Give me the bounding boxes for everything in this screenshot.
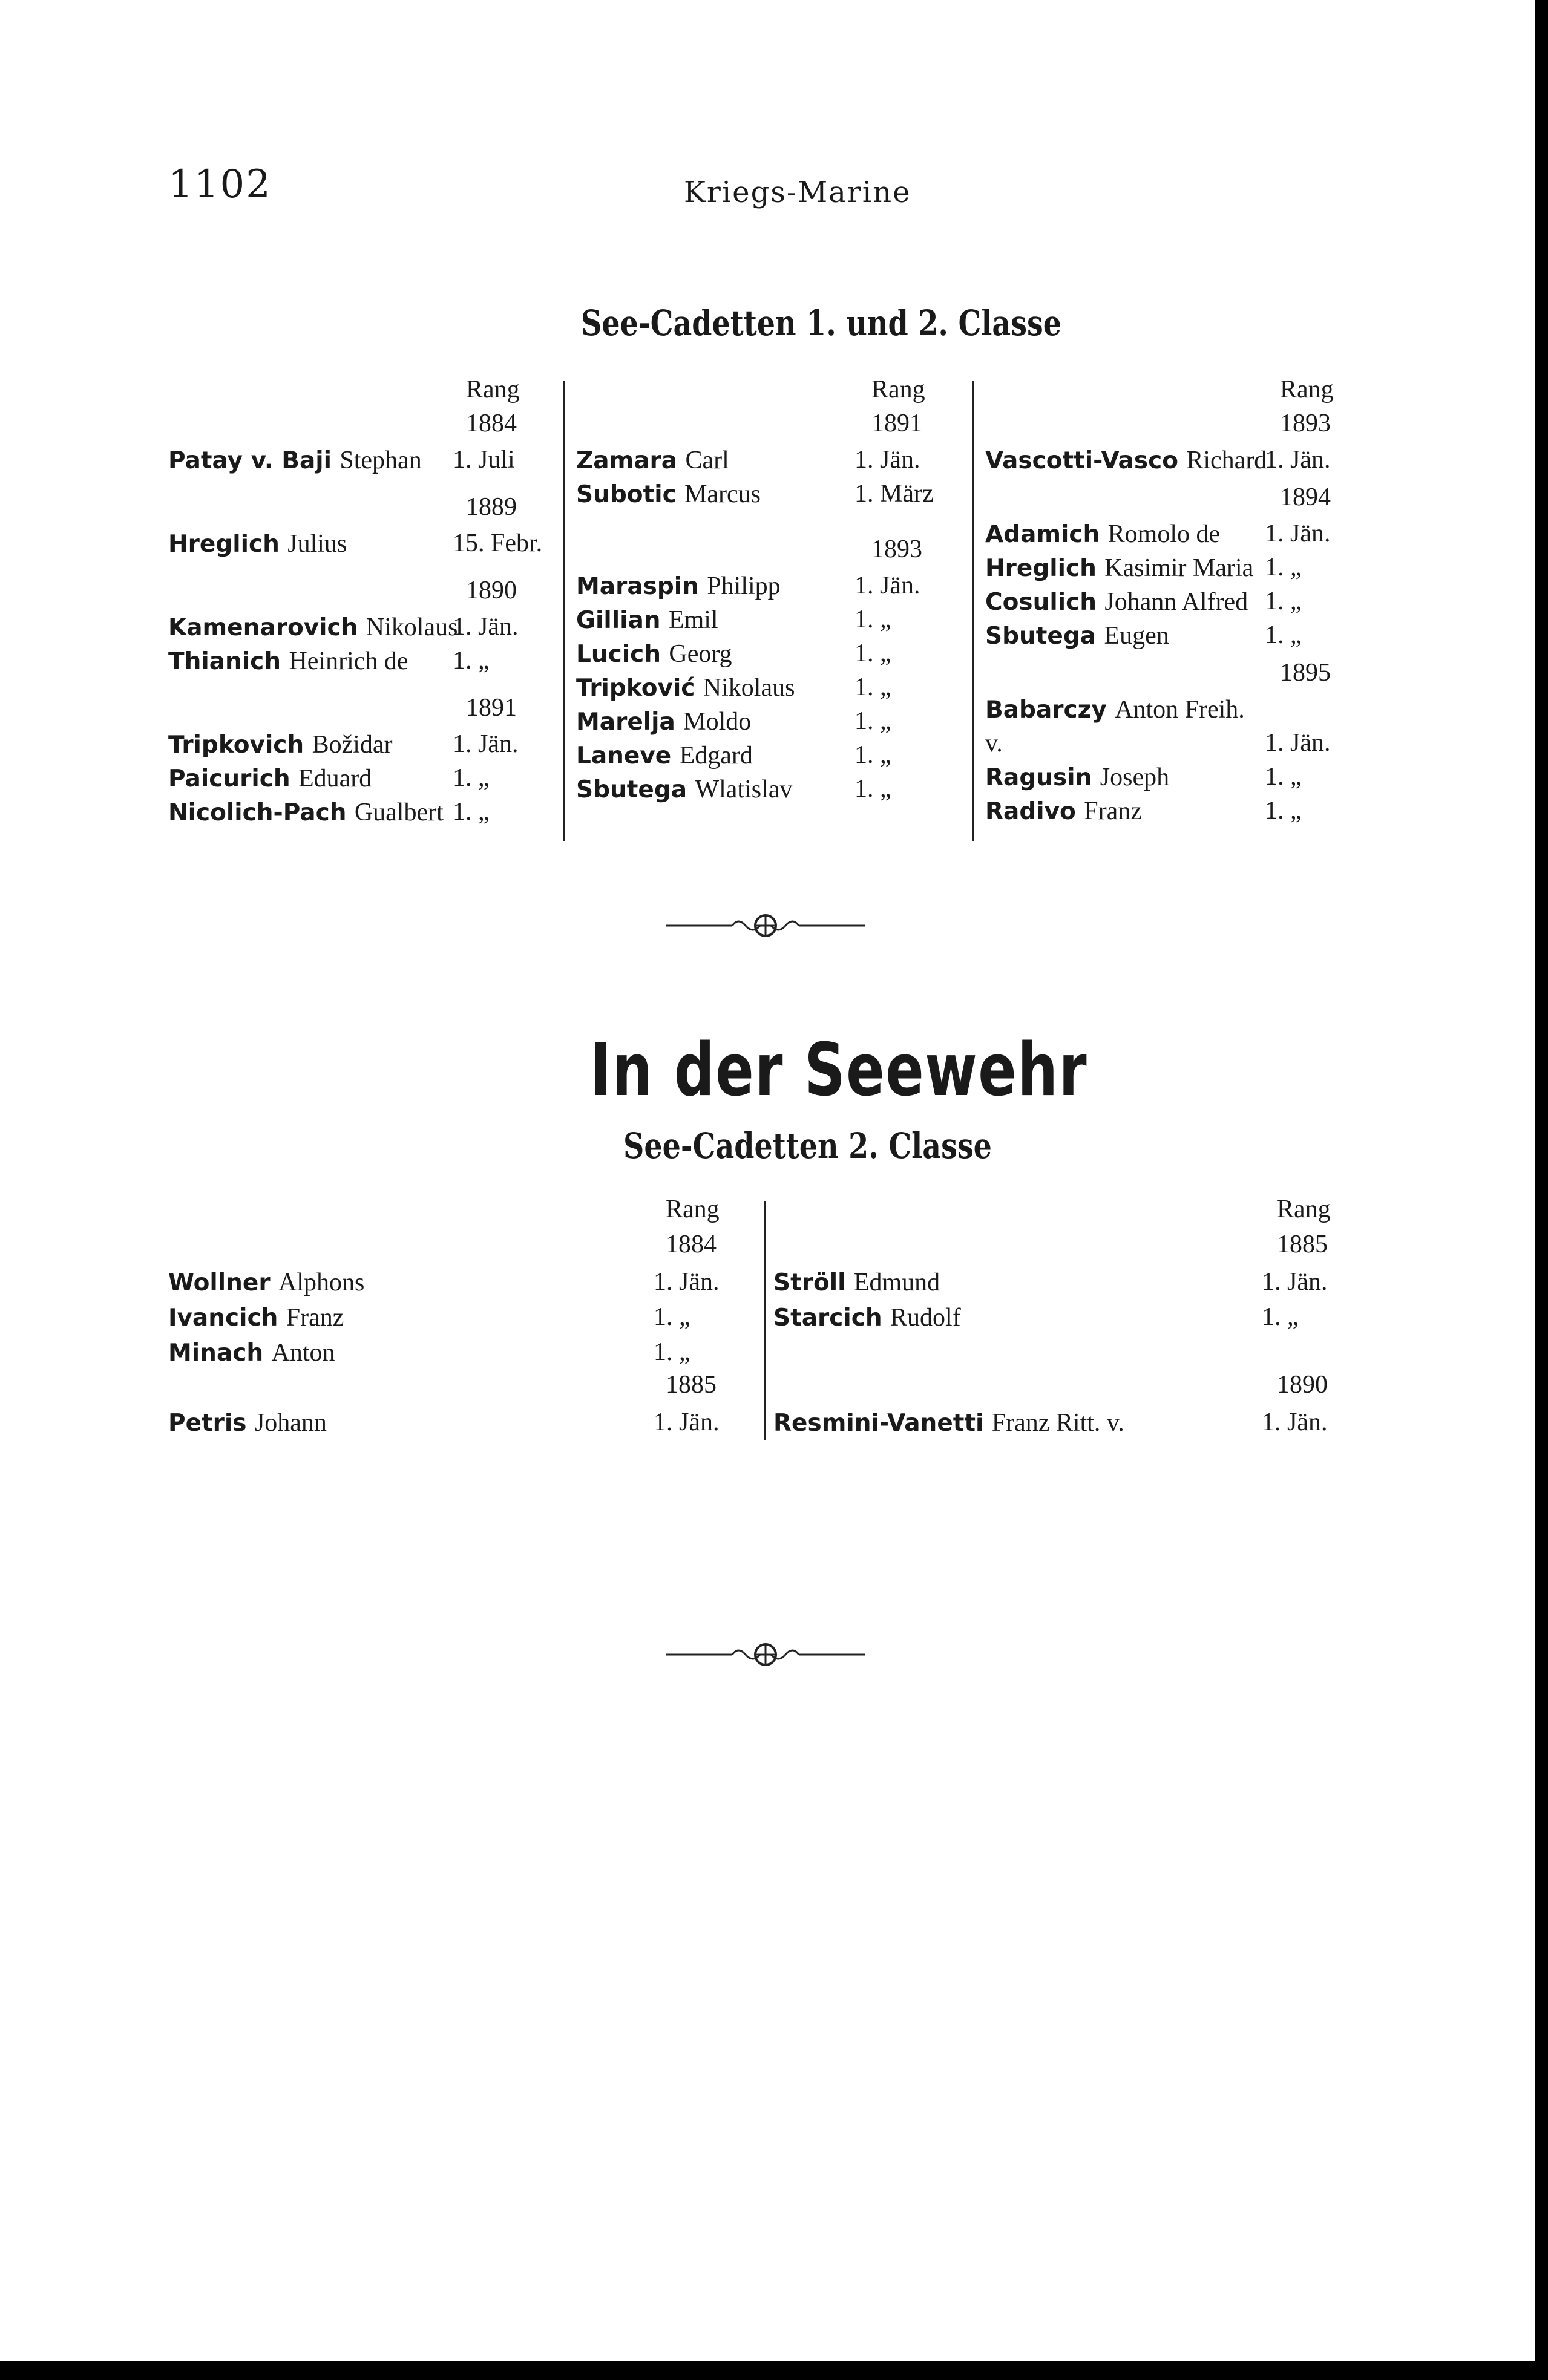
rang-label: Rang — [871, 376, 925, 404]
given-name: Stephan — [339, 446, 422, 474]
rank-date: 1. „ — [854, 707, 891, 735]
list-item — [576, 772, 792, 807]
given-name: Richard — [1186, 446, 1267, 474]
rang-label: Rang — [466, 376, 520, 404]
list-item — [985, 726, 1003, 760]
given-name: Kasimir Maria — [1104, 554, 1254, 582]
rank-date: 1. „ — [854, 606, 891, 633]
surname: Babarczy — [985, 696, 1107, 724]
surname: Marelja — [576, 708, 675, 736]
rank-date: 1. Jän. — [654, 1268, 720, 1296]
given-name: Heinrich de — [289, 647, 408, 675]
given-name: Emil — [668, 606, 718, 634]
rank-date: 1. „ — [654, 1338, 690, 1366]
rank-date: 1. „ — [453, 647, 490, 675]
rank-year: 1895 — [1280, 659, 1331, 687]
surname: Ströll — [773, 1269, 846, 1296]
list-item — [168, 727, 393, 762]
surname: Subotic — [576, 481, 677, 508]
given-name: Moldo — [683, 708, 752, 736]
rank-year: 1889 — [466, 493, 517, 521]
list-item — [168, 761, 372, 796]
rank-date: 1. „ — [1265, 621, 1302, 649]
rank-date: 1. „ — [854, 775, 891, 803]
list-item — [985, 692, 1245, 727]
rank-date: 1. „ — [654, 1303, 690, 1331]
column-divider — [563, 381, 565, 841]
list-item — [985, 551, 1253, 586]
rang-label: Rang — [666, 1195, 720, 1223]
given-name: Rudolf — [890, 1304, 961, 1332]
rank-date: 1. „ — [854, 741, 891, 769]
ornament-divider — [666, 1633, 865, 1676]
list-item — [576, 443, 729, 478]
surname: Gillian — [576, 607, 661, 634]
surname: Minach — [168, 1339, 264, 1367]
rank-year: 1890 — [1277, 1371, 1328, 1399]
surname: Laneve — [576, 742, 672, 770]
surname: Starcich — [773, 1304, 882, 1332]
surname: Adamich — [985, 521, 1100, 548]
surname: Kamenarovich — [168, 614, 358, 641]
rank-year: 1891 — [466, 694, 517, 722]
rank-date: 1. Jän. — [453, 730, 519, 758]
rang-label: Rang — [1277, 1195, 1331, 1223]
given-name: Eugen — [1104, 622, 1169, 650]
surname: Wollner — [168, 1269, 271, 1296]
surname: Resmini-Vanetti — [773, 1410, 984, 1437]
given-name: Franz — [1084, 797, 1142, 825]
surname: Hreglich — [168, 531, 280, 558]
rank-date: 1. Jän. — [1265, 520, 1331, 548]
list-item — [773, 1265, 940, 1300]
given-name: Gualbert — [354, 799, 444, 826]
rank-date: 1. „ — [1262, 1303, 1299, 1331]
list-item — [168, 644, 408, 679]
given-name: Nikolaus — [703, 674, 795, 702]
rank-date: 1. Juli — [453, 446, 515, 474]
list-item — [985, 794, 1142, 829]
rank-date: 1. „ — [1265, 587, 1302, 615]
surname: Radivo — [985, 798, 1076, 825]
surname: Thianich — [168, 648, 281, 675]
surname: Petris — [168, 1410, 247, 1437]
list-item — [985, 584, 1248, 620]
given-name: Johann Alfred — [1104, 588, 1248, 616]
given-name: Nikolaus — [366, 613, 458, 641]
page-number: 1102 — [168, 162, 272, 207]
list-item — [985, 443, 1267, 478]
list-item — [168, 526, 347, 561]
section-heading-seewehr: In der Seewehr — [590, 1028, 1088, 1113]
surname: Paicurich — [168, 765, 290, 793]
surname: Cosulich — [985, 589, 1097, 616]
given-name: Julius — [287, 530, 347, 558]
rank-date: 1. Jän. — [654, 1408, 720, 1436]
list-item — [576, 670, 795, 705]
column-divider — [972, 381, 974, 841]
surname: Hreglich — [985, 555, 1097, 582]
rank-date: 1. „ — [1265, 763, 1302, 791]
rank-year: 1891 — [871, 410, 922, 437]
rank-date: 1. „ — [453, 764, 490, 792]
list-item — [576, 738, 753, 773]
rang-label: Rang — [1280, 376, 1334, 404]
rank-year: 1893 — [871, 535, 922, 563]
given-name: Franz Ritt. v. — [991, 1409, 1124, 1437]
given-name: Franz — [286, 1304, 344, 1332]
list-item — [168, 1265, 364, 1300]
list-item — [168, 795, 444, 830]
surname: Maraspin — [576, 573, 699, 600]
surname: Patay v. Baji — [168, 447, 332, 474]
rank-date: 1. „ — [1265, 797, 1302, 825]
given-name: Božidar — [312, 731, 393, 759]
given-name: Anton Freih. — [1115, 696, 1245, 724]
rank-date: 15. Febr. — [453, 529, 543, 557]
rank-year: 1894 — [1280, 483, 1331, 511]
surname: Tripkovich — [168, 731, 304, 759]
list-item — [576, 477, 761, 512]
given-name: Edgard — [679, 742, 753, 770]
surname: Ragusin — [985, 764, 1092, 791]
rank-year: 1885 — [1277, 1231, 1328, 1258]
rank-date: 1. Jän. — [1265, 446, 1331, 474]
list-item — [985, 760, 1169, 795]
section-title-cadets: See-Cadetten 1. und 2. Classe — [581, 302, 1062, 344]
given-name: v. — [985, 730, 1003, 757]
section-title-seewehr-cadets: See-Cadetten 2. Classe — [623, 1125, 992, 1166]
rank-date: 1. „ — [453, 798, 490, 826]
surname: Sbutega — [576, 776, 687, 803]
surname: Lucich — [576, 641, 661, 668]
list-item — [576, 636, 732, 672]
given-name: Georg — [669, 640, 732, 668]
given-name: Romolo de — [1107, 520, 1221, 548]
surname: Nicolich-Pach — [168, 799, 347, 826]
list-item — [985, 517, 1220, 552]
list-item — [168, 443, 422, 478]
given-name: Eduard — [298, 765, 372, 793]
rank-date: 1. Jän. — [1265, 729, 1331, 757]
list-item — [576, 569, 781, 604]
list-item — [773, 1300, 961, 1335]
rank-date: 1. Jän. — [1262, 1408, 1328, 1436]
list-item — [168, 610, 458, 645]
rank-year: 1884 — [666, 1231, 717, 1258]
rank-date: 1. Jän. — [854, 446, 920, 474]
given-name: Alphons — [278, 1269, 365, 1296]
list-item — [576, 603, 718, 638]
list-item — [168, 1405, 327, 1440]
rank-year: 1885 — [666, 1371, 717, 1399]
rank-date: 1. „ — [854, 639, 891, 667]
running-head: Kriegs-Marine — [684, 175, 911, 209]
rank-year: 1890 — [466, 577, 517, 604]
list-item — [576, 704, 751, 739]
surname: Sbutega — [985, 623, 1097, 650]
surname: Ivancich — [168, 1304, 278, 1332]
surname: Zamara — [576, 447, 678, 474]
rank-date: 1. Jän. — [453, 613, 519, 641]
rank-date: 1. Jän. — [854, 572, 920, 600]
given-name: Carl — [685, 446, 729, 474]
given-name: Johann — [254, 1409, 327, 1437]
rank-date: 1. „ — [1265, 554, 1302, 581]
given-name: Anton — [271, 1339, 335, 1367]
rank-date: 1. März — [854, 480, 934, 508]
column-divider — [764, 1201, 766, 1440]
surname: Tripković — [576, 675, 695, 702]
list-item — [985, 618, 1169, 653]
given-name: Marcus — [684, 480, 761, 508]
rank-year: 1884 — [466, 410, 517, 437]
given-name: Philipp — [707, 572, 781, 600]
list-item — [773, 1405, 1124, 1440]
given-name: Joseph — [1100, 763, 1170, 791]
rank-year: 1893 — [1280, 410, 1331, 437]
given-name: Wlatislav — [695, 776, 793, 803]
list-item — [168, 1300, 344, 1335]
list-item — [168, 1335, 335, 1370]
rank-date: 1. „ — [854, 673, 891, 701]
given-name: Edmund — [853, 1269, 940, 1296]
rank-date: 1. Jän. — [1262, 1268, 1328, 1296]
surname: Vascotti-Vasco — [985, 447, 1178, 474]
ornament-divider — [666, 904, 865, 947]
